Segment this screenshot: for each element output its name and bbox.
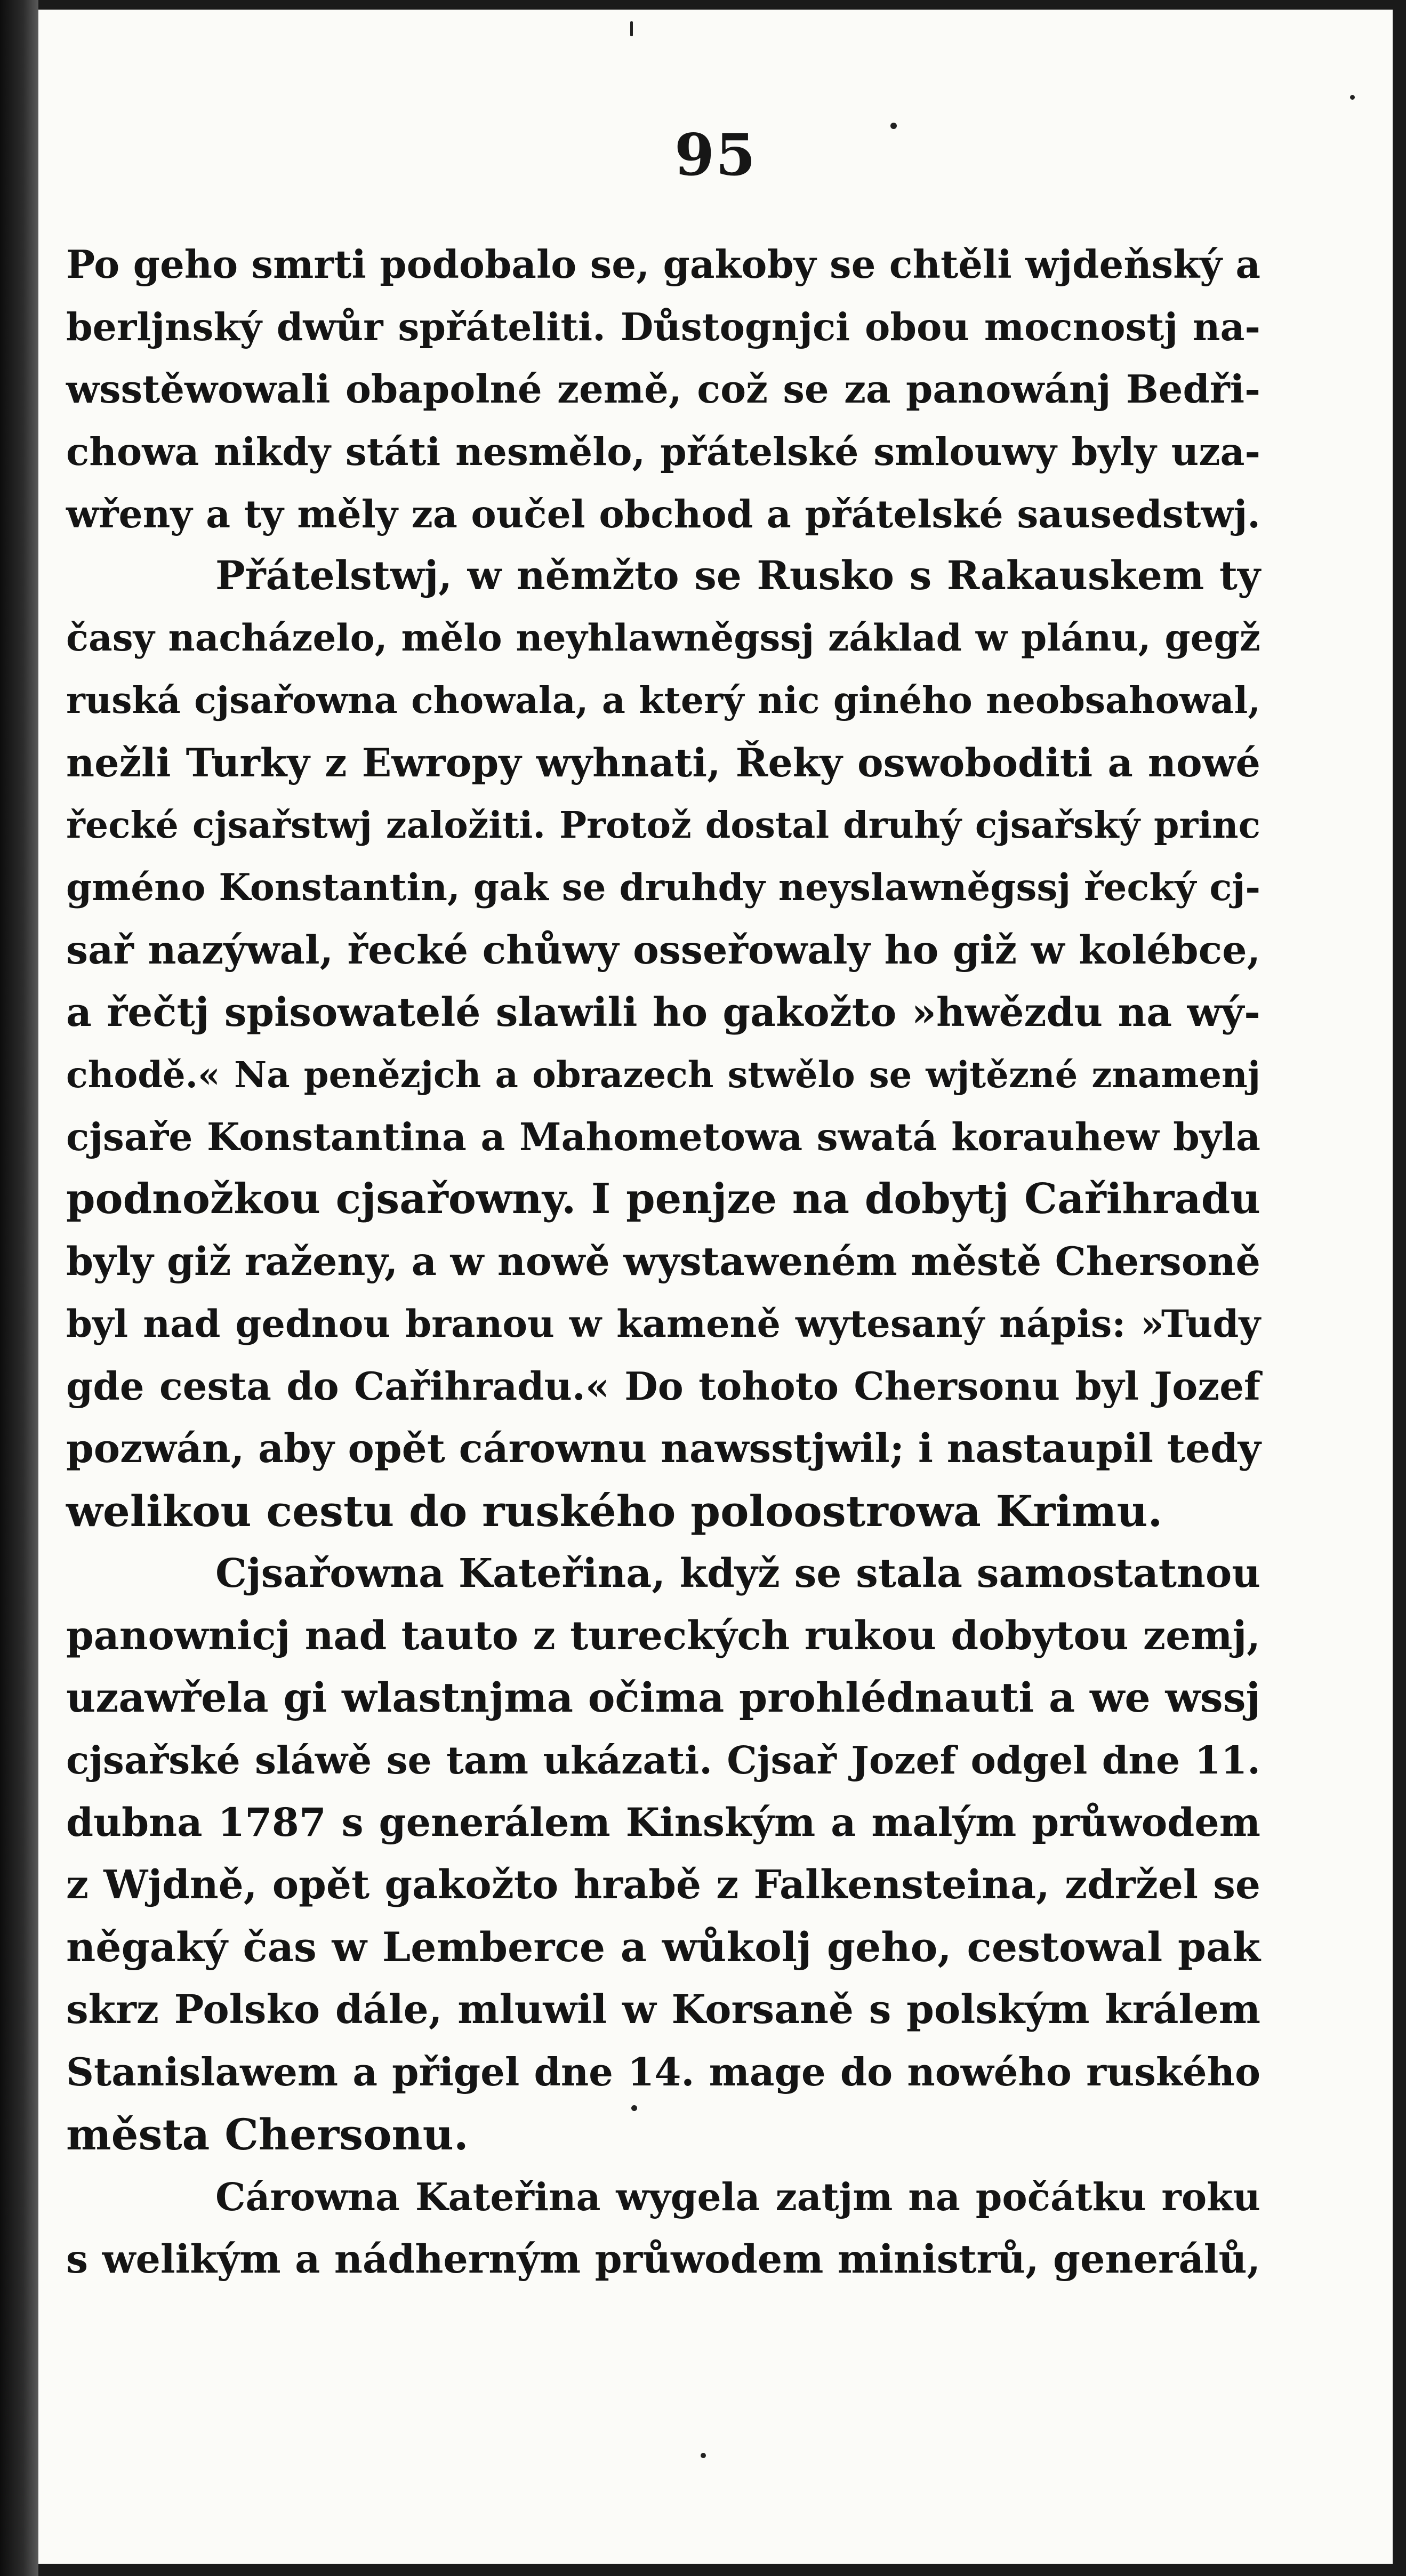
text-line: welikou cestu do ruského poloostrowa Krimu. — [66, 1486, 1163, 1536]
book-page — [38, 10, 1393, 2564]
text-line: Přátelstwj, w němžto se Rusko s Rakauskem ty — [215, 553, 1260, 599]
text-line: panownicj nad tauto z tureckých rukou dobytou zemj, — [66, 1612, 1260, 1659]
text-line: byl nad gednou branou w kameně wytesaný nápis: »Tudy — [66, 1302, 1260, 1346]
text-line: řecké cjsařstwj založiti. Protož dostal druhý cjsařský princ — [66, 804, 1260, 847]
text-line: Cárowna Kateřina wygela zatjm na počátku roku — [215, 2174, 1260, 2219]
text-line: wřeny a ty měly za oučel obchod a přátelské sausedstwj. — [66, 491, 1260, 536]
scan-speck — [1350, 95, 1355, 100]
text-line: a řečtj spisowatelé slawili ho gakožto »hwězdu na wý- — [66, 989, 1260, 1036]
text-line: berljnský dwůr spřáteliti. Důstognjci obou mocnostj na- — [66, 304, 1260, 349]
text-line: s welikým a nádherným průwodem ministrů, generálů, — [66, 2236, 1260, 2282]
text-line: cjsařské sláwě se tam ukázati. Cjsař Jozef odgel dne 11. — [66, 1738, 1260, 1783]
scan-speck — [631, 2105, 637, 2111]
text-line: gde cesta do Cařihradu.« Do tohoto Chersonu byl Jozef — [66, 1363, 1260, 1409]
text-line: cjsaře Konstantina a Mahometowa swatá korauhew byla — [66, 1114, 1260, 1160]
text-line: Stanislawem a přigel dne 14. mage do nowého ruského — [66, 2049, 1260, 2094]
text-line: města Chersonu. — [66, 2109, 469, 2160]
text-line: sař nazýwal, řecké chůwy osseřowaly ho giž w kolébce, — [66, 927, 1260, 973]
text-line: pozwán, aby opět cárownu nawsstjwil; i nastaupil tedy — [66, 1425, 1261, 1472]
text-line: wsstěwowali obapolné země, což se za panowánj Bedři- — [66, 366, 1260, 412]
page-number: 95 — [674, 122, 757, 189]
text-line: dubna 1787 s generálem Kinským a malým průwodem — [66, 1800, 1260, 1846]
text-line: byly giž raženy, a w nowě wystaweném městě Chersoně — [66, 1239, 1260, 1285]
text-line: Cjsařowna Kateřina, když se stala samostatnou — [215, 1550, 1260, 1596]
text-line: něgaký čas w Lemberce a wůkolj geho, cestowal pak — [66, 1923, 1260, 1971]
text-line: uzawřela gi wlastnjma očima prohlédnauti a we wssj — [66, 1674, 1260, 1722]
text-line: chodě.« Na penězjch a obrazech stwělo se wjtězné znamenj — [66, 1053, 1260, 1096]
text-line: ruská cjsařowna chowala, a který nic giného neobsahowal, — [66, 679, 1260, 723]
text-line: chowa nikdy státi nesmělo, přátelské smlouwy byly uza- — [66, 429, 1260, 474]
text-line: Po geho smrti podobalo se, gakoby se chtěli wjdeňský a — [66, 242, 1260, 287]
text-line: nežli Turky z Ewropy wyhnati, Řeky oswoboditi a nowé — [66, 740, 1260, 787]
text-line: skrz Polsko dále, mluwil w Korsaně s polským králem — [66, 1986, 1260, 2033]
body-text — [66, 234, 1260, 2290]
scan-speck — [701, 2453, 706, 2458]
text-line: z Wjdně, opět gakožto hrabě z Falkensteina, zdržel se — [66, 1862, 1260, 1908]
scan-speck — [890, 123, 897, 129]
scan-left-edge — [0, 0, 38, 2576]
text-line: podnožkou cjsařowny. I penjze na dobytj Cařihradu — [66, 1175, 1260, 1224]
scan-speck — [630, 21, 633, 36]
text-line: gméno Konstantin, gak se druhdy neyslawněgssj řecký cj- — [66, 865, 1260, 909]
text-line: časy nacházelo, mělo neyhlawněgssj základ w plánu, gegž — [66, 616, 1260, 660]
